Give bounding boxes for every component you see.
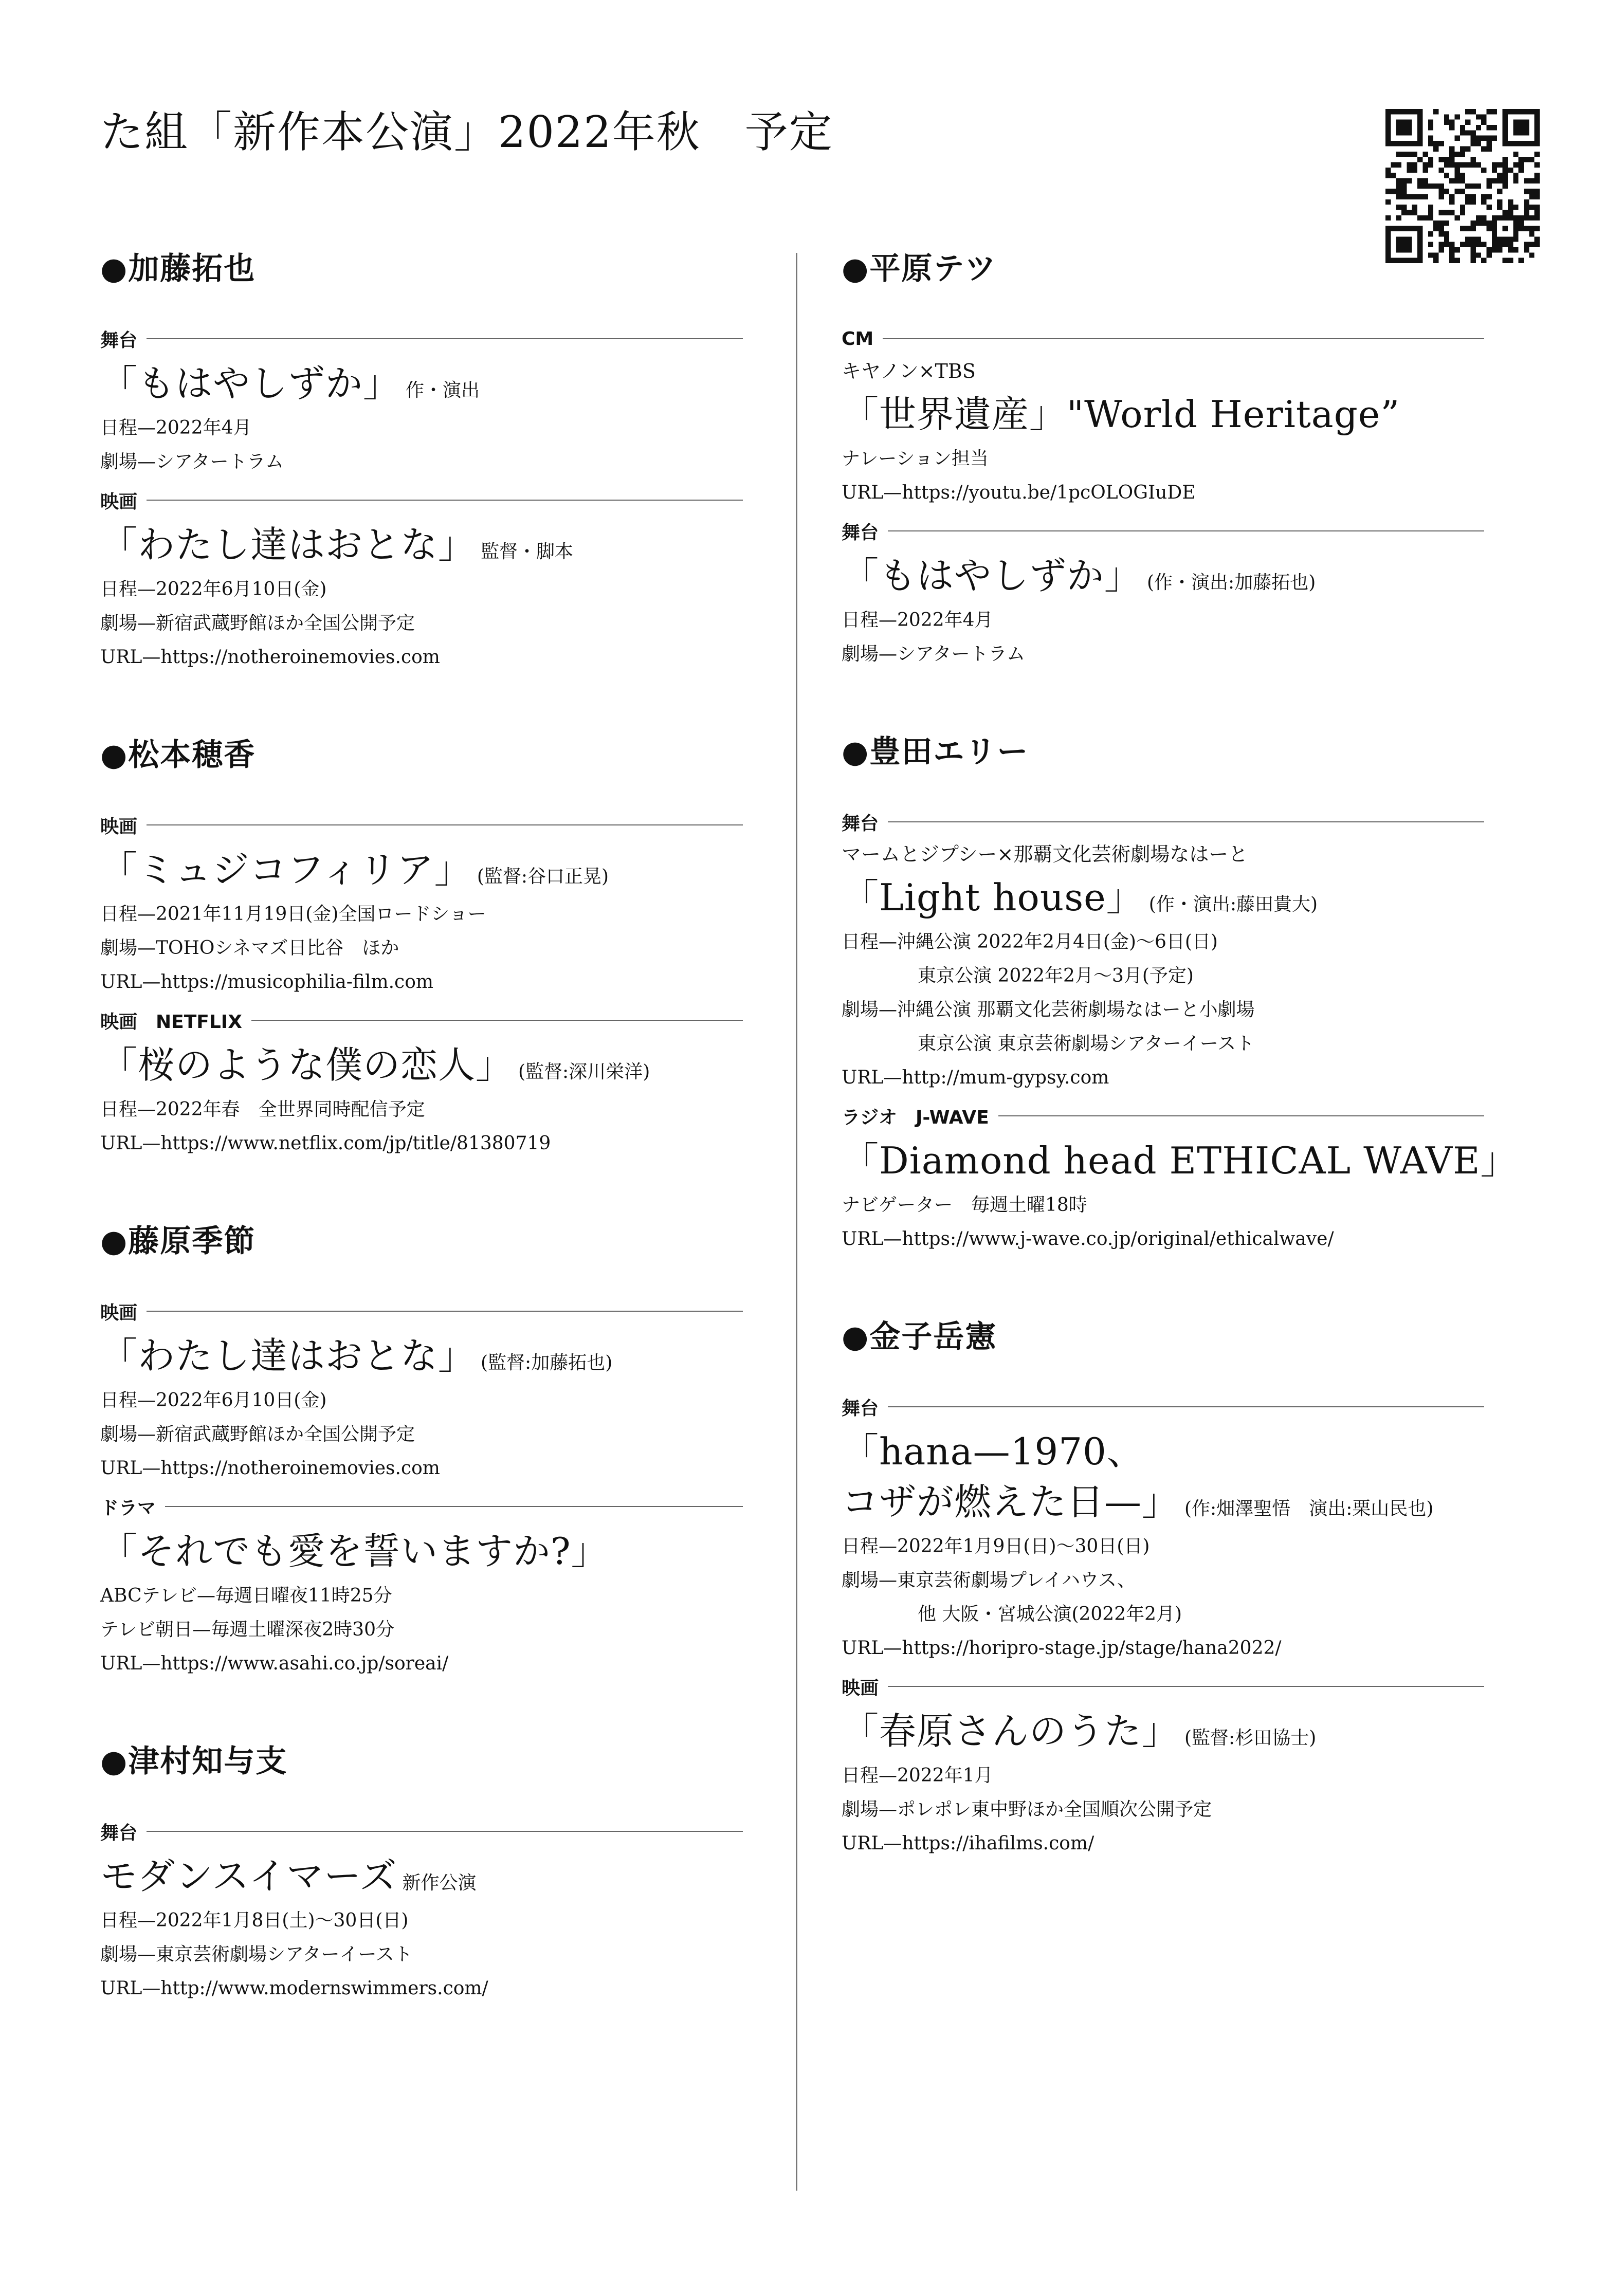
detail-line: 他 大阪・宮城公演(2022年2月) [918,1604,1182,1625]
work-title-line [842,548,1484,603]
work-title-line [842,1133,1518,1188]
work-title: 「わたし達はおとな」 [100,523,476,566]
left-column [100,246,743,2063]
detail-line: URL—https://musicophilia-film.com [100,971,433,993]
person-section [842,246,1484,671]
detail-line: URL—https://www.netflix.com/jp/title/81380719 [100,1133,551,1154]
detail-line: 日程—2022年1月 [842,1765,993,1786]
detail-line: 劇場—東京芸術劇場シアターイースト [100,1944,413,1965]
detail-line: URL—https://notheroinemovies.com [100,1458,440,1479]
person-name: ●豊田エリー [842,734,1029,770]
detail-line: 劇場—沖縄公演 那覇文化芸術劇場なはーと小劇場 [842,999,1255,1020]
work-title: 「桜のような僕の恋人」 [100,1043,514,1087]
detail-line: URL—https://horipro-stage.jp/stage/hana2022/ [842,1638,1282,1659]
work-title-line [842,1703,1484,1759]
category-rule [888,530,1484,531]
category-header [842,517,1484,545]
person-section [100,1738,743,2006]
category-header [100,1493,743,1520]
category-header [100,1006,743,1034]
detail-line: URL—https://www.asahi.co.jp/soreai/ [100,1653,449,1674]
detail-line: 東京公演 東京芸術劇場シアターイースト [918,1033,1255,1054]
detail-line: URL—https://notheroinemovies.com [100,647,440,668]
work-presenter: キヤノン×TBS [842,360,976,382]
category-rule [147,1311,743,1312]
category-rule [998,1115,1484,1116]
category-rule [147,824,743,825]
person-name: ●加藤拓也 [100,251,256,287]
detail-line: 日程—2022年4月 [100,417,252,438]
detail-line: 日程—2022年春 全世界同時配信予定 [100,1099,425,1120]
work-entry [100,1817,743,2006]
work-entry [842,1102,1518,1256]
work-entry [100,325,743,479]
detail-line: 劇場—新宿武蔵野館ほか全国公開予定 [100,613,415,634]
category-label: 舞台 [100,329,138,351]
work-entry [100,486,743,674]
work-credit: (監督:杉田協士) [1184,1728,1317,1749]
work-title: 「hana—1970、 [842,1430,1144,1473]
work-title-line [100,356,743,411]
category-rule [888,821,1484,822]
detail-line: 日程—2022年1月9日(日)〜30日(日) [842,1536,1150,1557]
work-title: 「もはやしずか」 [100,362,401,405]
detail-line: 日程—2022年6月10日(金) [100,579,327,600]
category-rule [147,500,743,501]
category-label: 映画 [100,1302,138,1324]
category-header [100,1297,743,1325]
work-entry [100,1493,743,1681]
person-section [842,729,1518,1256]
category-header [100,486,743,514]
category-header [100,811,743,839]
work-title: モダンスイマーズ [100,1854,397,1898]
work-title-line [100,1037,743,1093]
detail-line: URL—https://www.j-wave.co.jp/original/ethicalwave/ [842,1228,1334,1250]
detail-line: ナビゲーター 毎週土曜18時 [842,1195,1087,1216]
detail-line: URL—https://ihafilms.com/ [842,1833,1094,1854]
person-section [100,732,743,1161]
person-name: ●松本穂香 [100,737,256,773]
category-label: 舞台 [842,1398,879,1419]
detail-line: 東京公演 2022年2月〜3月(予定) [918,965,1194,986]
detail-line: 劇場—TOHOシネマズ日比谷 ほか [100,938,399,959]
detail-line: URL—http://mum-gypsy.com [842,1067,1109,1088]
work-entry [842,808,1484,1095]
work-credit: 監督・脚本 [481,541,574,562]
category-label: 舞台 [100,1822,138,1844]
person-name: ●津村知与支 [100,1743,288,1779]
work-entry [842,1673,1484,1861]
category-header [842,808,1484,836]
work-title-line [100,517,743,573]
work-title-line [100,1848,743,1904]
work-title-line [100,842,743,897]
detail-line: URL—https://youtu.be/1pcOLOGIuDE [842,482,1196,503]
detail-line: ナレーション担当 [842,448,989,469]
detail-line: ABCテレビ—毎週日曜夜11時25分 [100,1585,392,1606]
work-title-line [842,387,1484,442]
category-header [100,325,743,353]
work-entry [100,1006,743,1161]
person-name: ●金子岳憲 [842,1319,997,1355]
work-title: 「春原さんのうた」 [842,1710,1180,1753]
work-presenter: マームとジプシー×那覇文化芸術劇場なはーと [842,843,1248,866]
category-rule [147,338,743,339]
category-header [842,325,1484,353]
category-header [842,1102,1484,1130]
column-divider [796,253,797,2191]
work-title-continued: コザが燃えた日—」 [842,1480,1180,1523]
work-title-line [100,1328,743,1384]
work-title: 「世界遺産」"World Heritage” [842,393,1400,436]
detail-line: 日程—2022年1月8日(土)〜30日(日) [100,1910,409,1931]
detail-line: 劇場—シアタートラム [100,451,284,472]
work-credit: (監督:深川栄洋) [518,1061,650,1082]
work-title-line [100,1523,743,1579]
category-rule [883,338,1484,339]
work-credit: (監督:谷口正晃) [477,866,609,887]
qr-code-icon [1385,109,1540,263]
work-credit: (作・演出:加藤拓也) [1147,572,1316,593]
category-rule [147,1831,743,1832]
detail-line: 劇場—東京芸術劇場プレイハウス、 [842,1570,1136,1591]
category-label: 映画 [842,1677,879,1699]
work-entry [100,1297,743,1485]
work-title: 「わたし達はおとな」 [100,1334,476,1377]
work-entry [842,1393,1484,1665]
person-name: ●藤原季節 [100,1223,256,1259]
category-label: CM [842,328,874,350]
detail-line: 劇場—新宿武蔵野館ほか全国公開予定 [100,1424,415,1445]
detail-line: 日程—2021年11月19日(金)全国ロードショー [100,904,486,925]
work-credit: (作・演出:藤田貴大) [1148,894,1318,915]
work-title: 「それでも愛を誓いますか?」 [100,1530,609,1573]
category-rule [888,1686,1484,1687]
work-title: 「Light house」 [842,876,1144,919]
work-entry [842,325,1484,510]
detail-line: 劇場—ポレポレ東中野ほか全国順次公開予定 [842,1799,1212,1820]
work-entry [842,517,1484,671]
work-entry [100,811,743,999]
work-title: 「Diamond head ETHICAL WAVE」 [842,1139,1518,1182]
category-rule [251,1020,743,1021]
detail-line: 日程—2022年4月 [842,610,993,631]
category-header [842,1673,1484,1700]
category-label: ドラマ [100,1497,156,1519]
detail-line: 日程—沖縄公演 2022年2月4日(金)〜6日(日) [842,931,1218,952]
work-title: 「ミュジコフィリア」 [100,848,472,891]
category-label: 映画 [100,816,138,837]
category-label: 舞台 [842,522,879,543]
person-section [100,1218,743,1681]
detail-line: 日程—2022年6月10日(金) [100,1390,327,1411]
work-title-line [842,1424,1484,1479]
work-title-line [842,1474,1484,1530]
page-title: た組「新作本公演」2022年秋 予定 [100,107,833,157]
category-rule [888,1406,1484,1407]
work-title: 「もはやしずか」 [842,554,1142,597]
work-title-line [842,870,1484,925]
right-column [842,246,1518,1918]
category-label: 映画 [100,491,138,512]
work-credit: 新作公演 [402,1872,477,1894]
person-name: ●平原テツ [842,251,997,287]
category-header [842,1393,1484,1421]
category-label: 舞台 [842,813,879,834]
detail-line: 劇場—シアタートラム [842,644,1026,665]
category-header [100,1817,743,1845]
work-credit: (監督:加藤拓也) [481,1352,613,1373]
category-label: ラジオ J-WAVE [842,1107,989,1128]
person-section [842,1314,1484,1861]
category-label: 映画 NETFLIX [100,1011,242,1033]
work-credit: 作・演出 [406,380,480,401]
category-rule [165,1506,743,1507]
detail-line: テレビ朝日—毎週土曜深夜2時30分 [100,1619,394,1640]
work-credit: (作:畑澤聖悟 演出:栗山民也) [1184,1498,1434,1519]
person-section [100,246,743,674]
detail-line: URL—http://www.modernswimmers.com/ [100,1978,488,1999]
